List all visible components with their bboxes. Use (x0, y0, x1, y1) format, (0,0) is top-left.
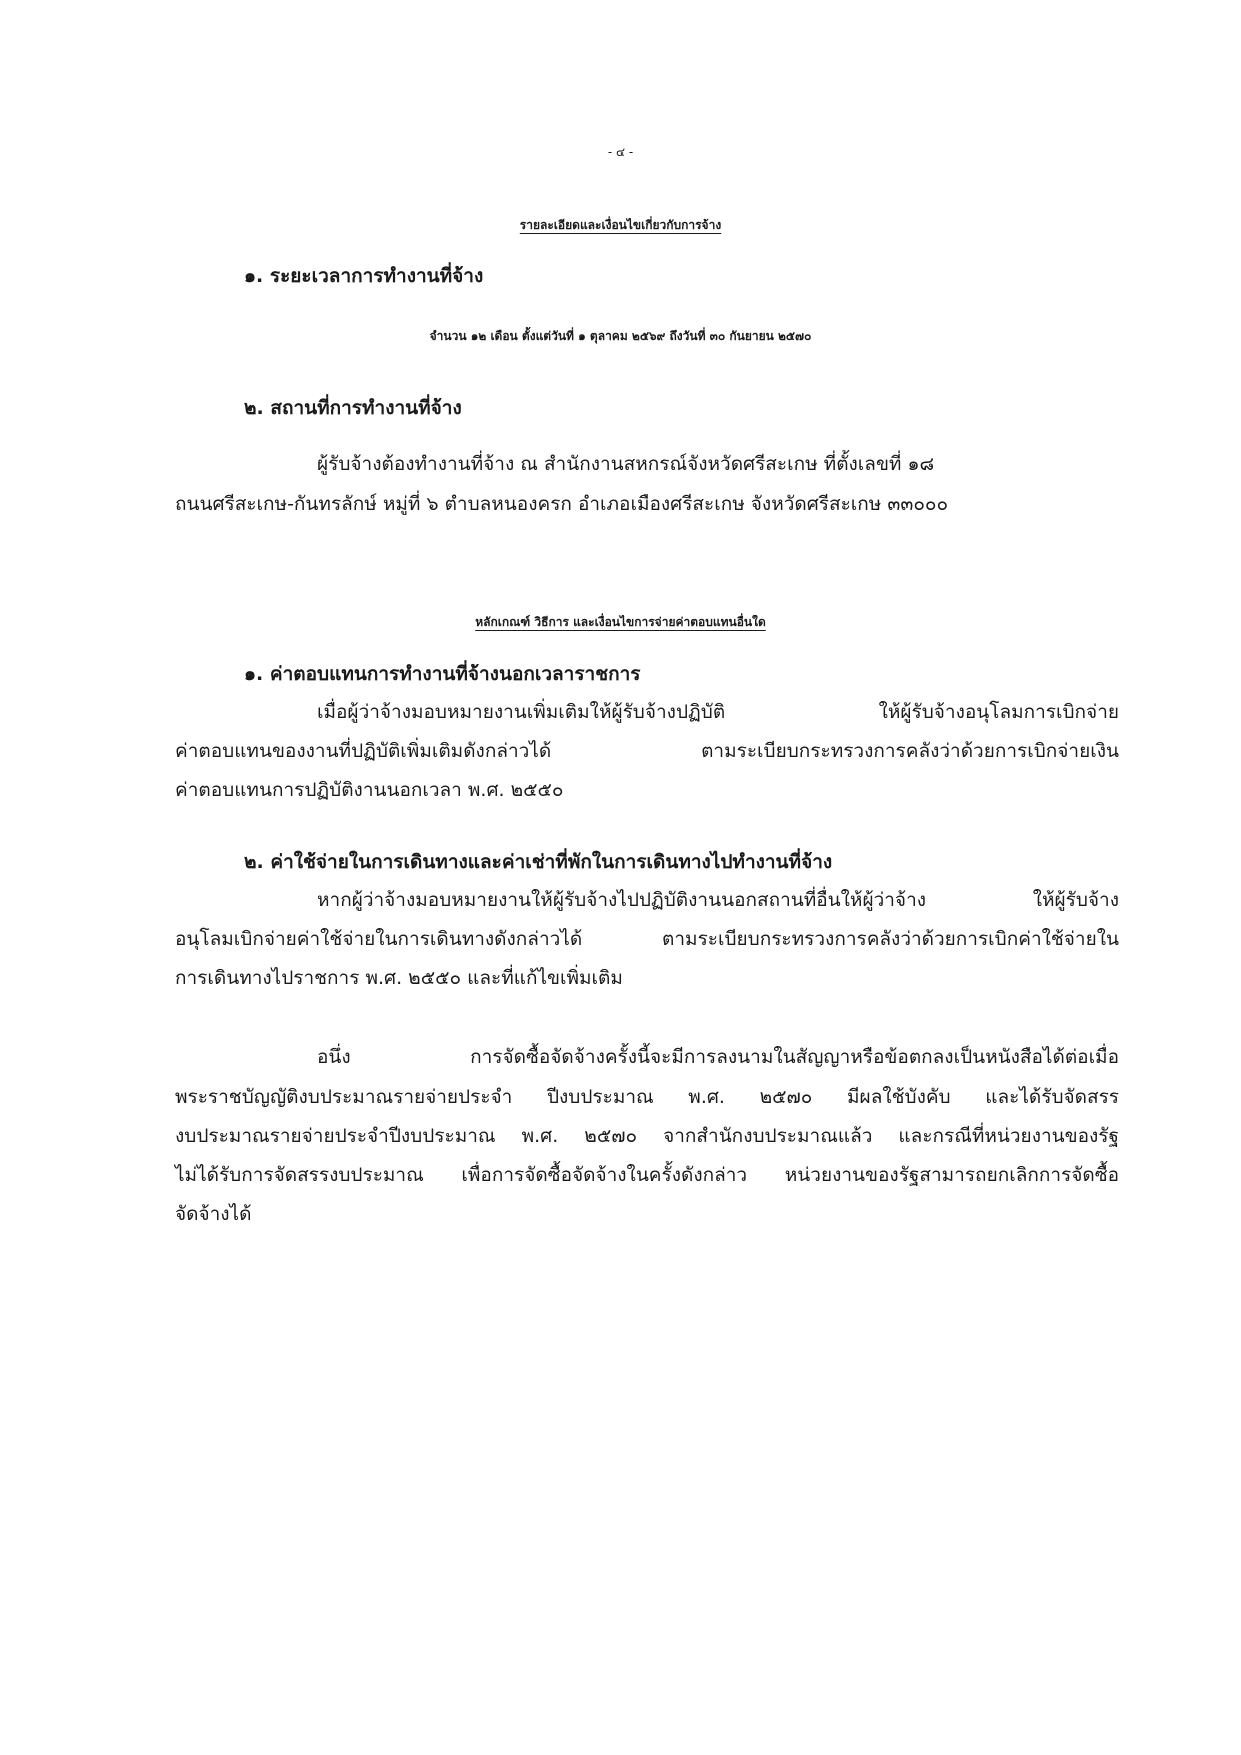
note-line3: งบประมาณรายจ่ายประจำปีงบประมาณ พ.ศ. ๒๕๗๐ จากสำนักงบประมาณแล้ว และกรณีที่หน่วยงานของรัฐ (175, 1125, 1119, 1147)
page-number: - ๔ - (607, 145, 634, 159)
section2-item1-line1: เมื่อผู้ว่าจ้างมอบหมายงานเพิ่มเติมให้ผู้รับจ้างปฏิบัติ ให้ผู้รับจ้างอนุโลมการเบิกจ่าย (317, 701, 1119, 723)
section1-item1-detail: จำนวน ๑๒ เดือน ตั้งแต่วันที่ ๑ ตุลาคม ๒๕๖๙ ถึงวันที่ ๓๐ กันยายน ๒๕๗๐ (429, 329, 812, 343)
section2-item2-title: ๒. ค่าใช้จ่ายในการเดินทางและค่าเช่าที่พักในการเดินทางไปทำงานที่จ้าง (244, 851, 833, 873)
section1-item2-line2: ถนนศรีสะเกษ-กันทรลักษ์ หมู่ที่ ๖ ตำบลหนองครก อำเภอเมืองศรีสะเกษ จังหวัดศรีสะเกษ ๓๓๐๐๐ (175, 493, 949, 515)
note-line2: พระราชบัญญัติงบประมาณรายจ่ายประจำ ปีงบประมาณ พ.ศ. ๒๕๗๐ มีผลใช้บังคับ และได้รับจัดสรร (175, 1086, 1119, 1108)
section2-item1-title: ๑. ค่าตอบแทนการทำงานที่จ้างนอกเวลาราชการ (244, 663, 641, 685)
section1-item2-title: ๒. สถานที่การทำงานที่จ้าง (244, 397, 462, 419)
section2-item2-line2: อนุโลมเบิกจ่ายค่าใช้จ่ายในการเดินทางดังกล่าวได้ ตามระเบียบกระทรวงการคลังว่าด้วยการเบิกค่าใช้จ่ายใน (175, 928, 1119, 950)
section1-item2-line1: ผู้รับจ้างต้องทำงานที่จ้าง ณ สำนักงานสหกรณ์จังหวัดศรีสะเกษ ที่ตั้งเลขที่ ๑๘ (317, 453, 935, 475)
note-line5: จัดจ้างได้ (175, 1203, 252, 1225)
note-line4: ไม่ได้รับการจัดสรรงบประมาณ เพื่อการจัดซื้อจัดจ้างในครั้งดังกล่าว หน่วยงานของรัฐสามารถยกเลิกการจัดซื้อ (175, 1164, 1119, 1186)
section1-heading: รายละเอียดและเงื่อนไขเกี่ยวกับการจ้าง (519, 218, 722, 232)
section2-item1-line3: ค่าตอบแทนการปฏิบัติงานนอกเวลา พ.ศ. ๒๕๕๐ (175, 779, 564, 801)
section2-item1-line2: ค่าตอบแทนของงานที่ปฏิบัติเพิ่มเติมดังกล่าวได้ ตามระเบียบกระทรวงการคลังว่าด้วยการเบิกจ่ายเงิน (175, 740, 1119, 762)
section1-item1-title: ๑. ระยะเวลาการทำงานที่จ้าง (244, 265, 484, 287)
section2-item2-line1: หากผู้ว่าจ้างมอบหมายงานให้ผู้รับจ้างไปปฏิบัติงานนอกสถานที่อื่นให้ผู้ว่าจ้าง ให้ผู้รับจ้าง (317, 889, 1119, 911)
section2-heading: หลักเกณฑ์ วิธีการ และเงื่อนไขการจ่ายค่าตอบแทนอื่นใด (475, 615, 766, 629)
section2-item2-line3: การเดินทางไปราชการ พ.ศ. ๒๕๕๐ และที่แก้ไขเพิ่มเติม (175, 967, 623, 989)
note-line1: อนึ่ง การจัดซื้อจัดจ้างครั้งนี้จะมีการลงนามในสัญญาหรือข้อตกลงเป็นหนังสือได้ต่อเมื่อ (317, 1046, 1119, 1068)
